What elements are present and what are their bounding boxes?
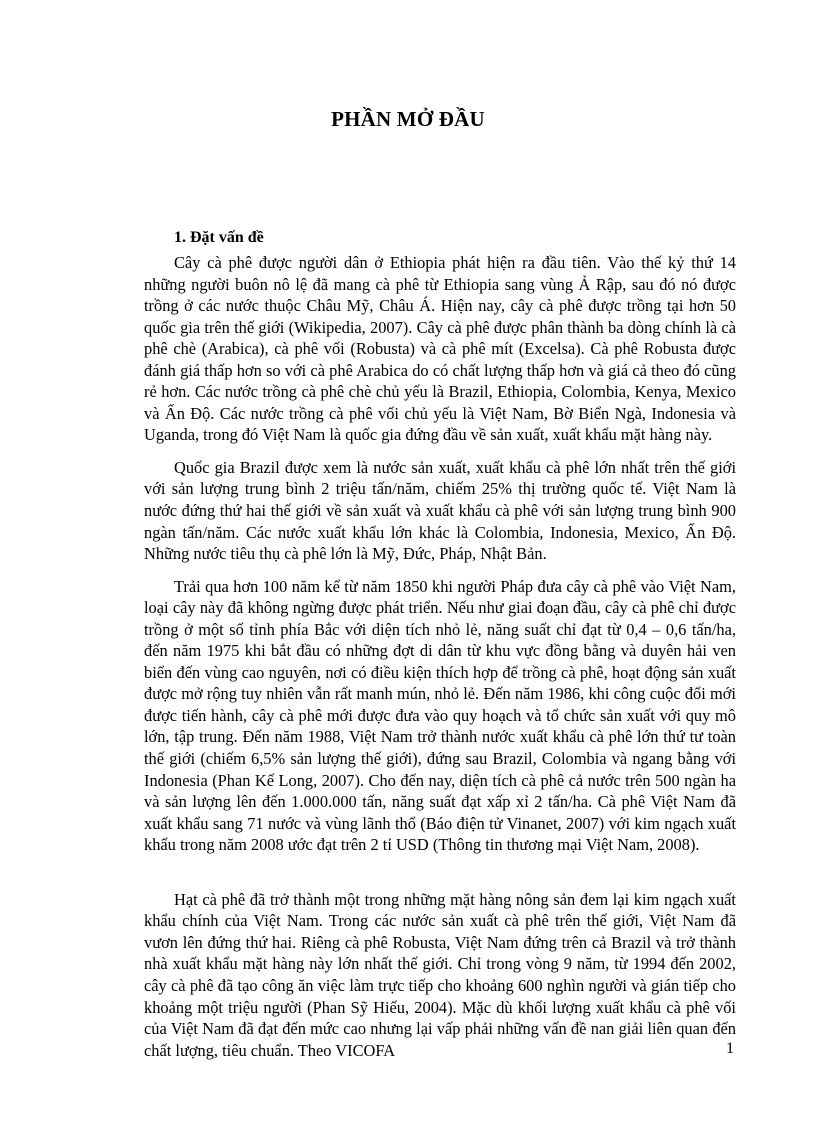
document-body <box>144 228 736 1061</box>
section-heading: 1. Đặt vấn đề <box>174 229 264 246</box>
paragraph-1: Cây cà phê được người dân ở Ethiopia phát hiện ra đầu tiên. Vào thế kỷ thứ 14 những người buôn nô lệ đã mang cà phê từ Ethiopia sang vùng Ả Rập, sau đó nó được trồng ở các nước thuộc Châu Mỹ, Châu Á. Hiện nay, cây cà phê được trồng tại hơn 50 quốc gia trên thế giới (Wikipedia, 2007). Cây cà phê được phân thành ba dòng chính là cà phê chè (Arabica), cà phê vối (Robusta) và cà phê mít (Excelsa). Cà phê Robusta được đánh giá thấp hơn so với cà phê Arabica do có chất lượng thấp hơn và giá cả theo đó cũng rẻ hơn. Các nước trồng cà phê chè chủ yếu là Brazil, Ethiopia, Colombia, Kenya, Mexico và Ấn Độ. Các nước trồng cà phê vối chủ yếu là Việt Nam, Bờ Biển Ngà, Indonesia và Uganda, trong đó Việt Nam là quốc gia đứng đầu về sản xuất, xuất khẩu mặt hàng này. <box>144 253 736 445</box>
paragraph-3: Trải qua hơn 100 năm kể từ năm 1850 khi người Pháp đưa cây cà phê vào Việt Nam, loại cây này đã không ngừng được phát triển. Nếu như giai đoạn đầu, cây cà phê chỉ được trồng ở một số tỉnh phía Bắc với diện tích nhỏ lẻ, năng suất chỉ đạt từ 0,4 – 0,6 tấn/ha, đến năm 1975 khi bắt đầu có những đợt di dân từ khu vực đồng bằng và duyên hải ven biển đến vùng cao nguyên, nơi có điều kiện thích hợp để trồng cà phê, hoạt động sản xuất được mở rộng tuy nhiên vẫn rất manh mún, nhỏ lẻ. Đến năm 1986, khi công cuộc đổi mới được tiến hành, cây cà phê mới được đưa vào quy hoạch và tổ chức sản xuất với quy mô lớn, tập trung. Đến năm 1988, Việt Nam trở thành nước xuất khẩu cà phê lớn thứ tư toàn thế giới (chiếm 6,5% sản lượng thế giới), đứng sau Brazil, Colombia và ngang bằng với Indonesia (Phan Kế Long, 2007). Cho đến nay, diện tích cà phê cả nước trên 500 ngàn ha và sản lượng lên đến 1.000.000 tấn, năng suất đạt xấp xỉ 2 tấn/ha. Cà phê Việt Nam đã xuất khẩu sang 71 nước và vùng lãnh thổ (Báo điện tử Vinanet, 2007) với kim ngạch xuất khẩu trong năm 2008 ước đạt trên 2 tỉ USD (Thông tin thương mại Việt Nam, 2008). <box>144 576 736 855</box>
paragraph-2: Quốc gia Brazil được xem là nước sản xuất, xuất khẩu cà phê lớn nhất trên thế giới với sản lượng trung bình 2 triệu tấn/năm, chiếm 25% thị trường quốc tế. Việt Nam là nước đứng thứ hai thế giới về sản xuất và xuất khẩu cà phê với sản lượng trung bình 900 ngàn tấn/năm. Các nước xuất khẩu lớn khác là Colombia, Indonesia, Mexico, Ấn Độ. Những nước tiêu thụ cà phê lớn là Mỹ, Đức, Pháp, Nhật Bản. <box>144 457 736 564</box>
paragraph-4: Hạt cà phê đã trở thành một trong những mặt hàng nông sản đem lại kim ngạch xuất khẩu chính của Việt Nam. Trong các nước sản xuất cà phê trên thế giới, Việt Nam đã vươn lên đứng thứ hai. Riêng cà phê Robusta, Việt Nam đứng trên cả Brazil và trở thành nhà xuất khẩu mặt hàng này lớn nhất thế giới. Chỉ trong vòng 9 năm, từ 1994 đến 2002, cây cà phê đã tạo công ăn việc làm trực tiếp cho khoảng 600 nghìn người và gián tiếp cho khoảng một triệu người (Phan Sỹ Hiếu, 2004). Mặc dù khối lượng xuất khẩu cà phê vối của Việt Nam đã đạt đến mức cao nhưng lại vấp phải những vấn đề nan giải liên quan đến chất lượng, tiêu chuẩn. Theo VICOFA <box>144 889 736 1060</box>
page-number: 1 <box>726 1040 734 1057</box>
page-title: PHẦN MỞ ĐẦU <box>331 107 485 131</box>
